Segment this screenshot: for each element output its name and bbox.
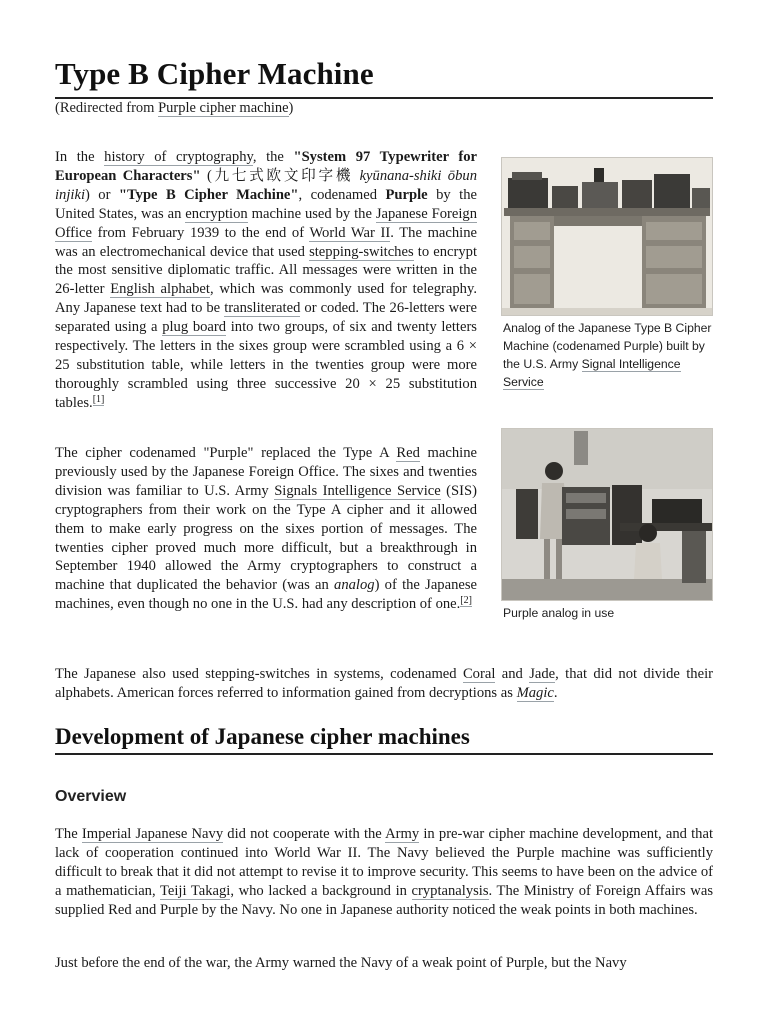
link-world-war-ii[interactable]: World War II	[309, 224, 391, 241]
redirect-source-link[interactable]: Purple cipher machine	[158, 100, 289, 116]
purple-history-paragraph	[55, 444, 477, 614]
text: , which was commonly used for telegraphy. Any Japanese text had to be	[55, 281, 477, 317]
page-title: Type B Cipher Machine	[55, 56, 374, 91]
text: (SIS) cryptographers from their work on the Type A cipher and it allowed them to make early progress on the sixes portion of messages. The twenties cipher proved much more difficult, but a breakthrough in September 1940 allowed the Army cryptographers to construct a machine that duplicated the behavior (was an	[55, 482, 477, 594]
subsection-heading: Overview	[55, 788, 127, 805]
text: , codenamed	[298, 186, 386, 203]
redirect-suffix: )	[288, 100, 294, 116]
intro-paragraph	[55, 148, 477, 413]
text: by the United States, was an	[55, 186, 477, 222]
link-history-of-cryptography[interactable]: history of cryptography	[104, 149, 253, 165]
coral-jade-paragraph	[55, 665, 713, 703]
text: , that did not divide their alphabets. American forces referred to information gained from decryptions as	[55, 666, 713, 701]
text: . The machine was an electromechanical device that used	[55, 224, 478, 260]
text: ) of the Japanese machines, even though no one in the U.S. had any description of one.	[55, 577, 477, 613]
link-english-alphabet[interactable]: English alphabet	[110, 281, 210, 298]
text: The	[55, 826, 82, 842]
citation-link[interactable]: [2]	[460, 595, 472, 607]
link-coral[interactable]: Coral	[462, 666, 496, 682]
link-cryptanalysis[interactable]: cryptanalysis	[411, 882, 489, 899]
text: from February 1939 to the end of	[92, 224, 310, 241]
purple-in-use-photo[interactable]	[501, 428, 713, 601]
bold-term: Purple	[385, 186, 428, 203]
italic-term: kyūnana-shiki ōbun injiki	[55, 167, 477, 203]
overview-paragraph	[55, 825, 713, 920]
link-teiji-takagi[interactable]: Teiji Takagi	[159, 882, 231, 899]
link-stepping-switches[interactable]: stepping-switches	[309, 243, 414, 260]
text: and	[495, 666, 530, 682]
link-japanese-foreign-office[interactable]: Japanese Foreign Office	[55, 205, 477, 241]
italic-term: analog	[334, 577, 375, 594]
redirect-notice	[55, 98, 293, 118]
text: or coded. The 26-letters were separated using a	[55, 300, 477, 336]
text: to encrypt the most sensitive diplomatic traffic. All messages were written in the 26-letter	[55, 243, 477, 298]
text: machine previously used by the Japanese Foreign Office. The sixes and twenties division was familiar to U.S. Army	[55, 445, 477, 499]
text: did not cooperate with the	[223, 826, 386, 842]
link-magic[interactable]: Magic	[516, 684, 554, 701]
link-signals-intelligence-service[interactable]: Signals Intelligence Service	[274, 482, 441, 499]
text: . The Ministry of Foreign Affairs was supplied Red and Purple by the Navy. No one in Japanese authority noticed the weak points in both machines.	[55, 882, 714, 918]
caption-text: Analog of the Japanese Type B Cipher Machine (codenamed Purple) built by the U.S. Army	[503, 321, 712, 371]
link-red[interactable]: Red	[396, 445, 420, 461]
link-jade[interactable]: Jade	[529, 666, 556, 682]
text: , who lacked a background in	[230, 882, 412, 899]
text: In the	[55, 149, 105, 165]
text: into two groups, of six and twenty letters respectively. The letters in the sixes group were scrambled using a 6 × 25 substitution table, while letters in the twenties group were more thoroughly scrambled using three successive 20 × 25 substitution tables.	[55, 319, 477, 411]
text: The Japanese also used stepping-switches in systems, codenamed	[55, 666, 463, 682]
figure-purple-in-use	[501, 428, 713, 622]
figure-purple-analog	[501, 157, 713, 391]
bold-term: "Type B Cipher Machine"	[118, 186, 299, 203]
link-transliterated[interactable]: transliterated	[224, 300, 301, 317]
figure-caption	[501, 319, 713, 391]
text: The cipher codenamed "Purple" replaced the Type A	[55, 445, 397, 461]
link-encryption[interactable]: encryption	[185, 205, 248, 222]
text: , the	[252, 149, 294, 165]
text: machine used by the	[247, 205, 376, 222]
text: ) or	[85, 186, 119, 203]
link-signal-intelligence-service[interactable]: Signal Intelligence Service	[503, 357, 681, 389]
text: Just before the end of the war, the Army warned the Navy of a weak point of Purple, but the Navy	[55, 955, 627, 971]
text: (九七式欧文印字機	[200, 167, 360, 184]
link-army[interactable]: Army	[385, 826, 420, 842]
purple-analog-photo[interactable]	[501, 157, 713, 316]
link-imperial-japanese-navy[interactable]: Imperial Japanese Navy	[81, 826, 224, 842]
figure-caption: Purple analog in use	[503, 606, 615, 620]
section-heading: Development of Japanese cipher machines	[55, 724, 470, 749]
citation-link[interactable]: [1]	[92, 393, 105, 405]
section-divider	[55, 753, 713, 755]
text: in pre-war cipher machine development, and that lack of cooperation continued into World War II. The Navy believed the Purple machine was sufficiently difficult to break that it did not attempt to revise it to improve security. This seems to have been on the advice of a mathematician,	[55, 826, 714, 899]
bold-term: "System 97 Typewriter for European Characters"	[55, 149, 477, 184]
link-plug-board[interactable]: plug board	[162, 319, 227, 336]
redirect-prefix: (Redirected from	[55, 100, 159, 116]
text: .	[553, 684, 558, 701]
end-of-war-paragraph	[55, 954, 713, 973]
